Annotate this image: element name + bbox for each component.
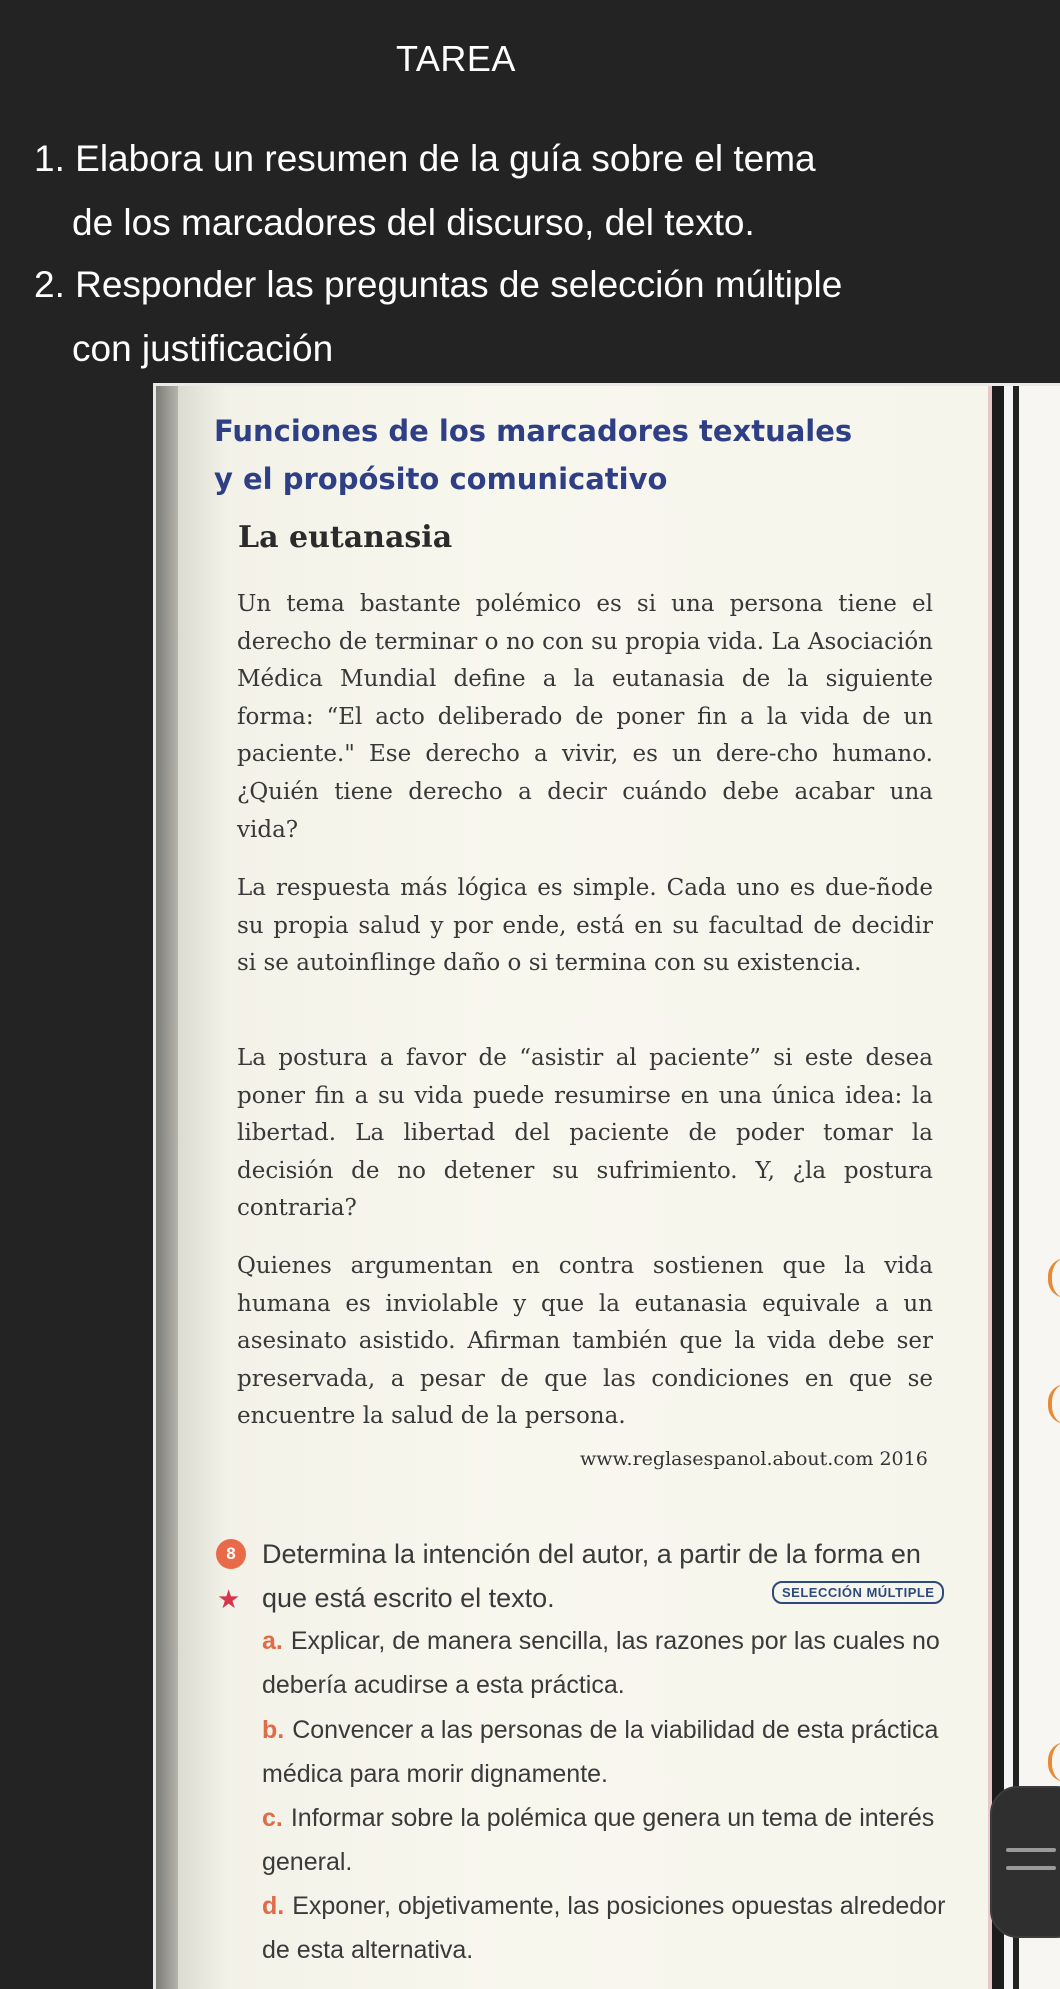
option-c [262, 1796, 952, 1884]
article-paragraph: La postura a favor de “asistir al paciente” si este desea poner fin a su vida puede resumirse en una única idea: la libertad. La libertad del paciente de poder tomar la decisión de no detener su sufrimiento. Y, ¿la postura contraria? [237, 1045, 933, 1222]
option-a [262, 1619, 952, 1707]
section-heading-line-1: Funciones de los marcadores textuales [214, 414, 853, 448]
section-heading-line-2: y el propósito comunicativo [214, 462, 668, 496]
task-item-2-line-2: con justificación [72, 328, 334, 369]
option-letter: a. [262, 1627, 283, 1655]
option-d [262, 1884, 952, 1972]
task-title: TAREA [396, 38, 516, 79]
task-header [0, 0, 1060, 384]
task-item-1-line-2: de los marcadores del discurso, del texto. [72, 202, 755, 243]
article-paragraph: Un tema bastante polémico es si una persona tiene el derecho de terminar o no con su propia vida. La Asociación Médica Mundial define a la eutanasia de la siguiente forma: “El acto deliberado de poner fin a la vida de un paciente." Ese derecho a vivir, es un dere-cho humano. ¿Quién tiene derecho a decir cuándo debe acabar una vida? [237, 591, 933, 843]
question-number-badge: 8 [216, 1539, 246, 1569]
scroll-handle[interactable] [990, 1786, 1060, 1938]
article-title: La eutanasia [238, 520, 453, 555]
article-paragraph: Quienes argumentan en contra sostienen que la vida humana es inviolable y que la eutanasia equivale a un asesinato asistido. Afirman también que la vida debe ser preservada, a pesar de que las condiciones en que se encuentre la salud de la persona. [237, 1253, 933, 1430]
star-icon: ★ [217, 1584, 241, 1614]
option-letter: c. [262, 1804, 283, 1832]
task-item-1-line-1: 1. Elabora un resumen de la guía sobre el tema [34, 138, 816, 179]
option-text: Exponer, objetivamente, las posiciones opuestas alrededor de esta alternativa. [262, 1892, 946, 1964]
handle-grip-line [1006, 1848, 1056, 1852]
article-source: www.reglasespanol.about.com 2016 [580, 1448, 928, 1470]
question-text: Determina la intención del autor, a partir de la forma en que está escrito el texto. [262, 1539, 921, 1613]
article-paragraph: La respuesta más lógica es simple. Cada uno es due-ñode su propia salud y por ende, está en su facultad de decidir si se autoinflinge daño o si termina con su existencia. [237, 875, 933, 977]
multiple-choice-badge: SELECCIÓN MÚLTIPLE [772, 1581, 944, 1604]
task-item-2-line-1: 2. Responder las preguntas de selección múltiple [34, 264, 843, 305]
option-b [262, 1708, 952, 1796]
handle-grip-line [1006, 1866, 1056, 1870]
book-spine-line [1004, 386, 1013, 1989]
option-text: Convencer a las personas de la viabilidad de esta práctica médica para morir dignamente. [262, 1716, 939, 1788]
option-text: Explicar, de manera sencilla, las razones por las cuales no debería acudirse a esta práctica. [262, 1627, 940, 1699]
option-letter: b. [262, 1716, 285, 1744]
option-letter: d. [262, 1892, 285, 1920]
option-text: Informar sobre la polémica que genera un tema de interés general. [262, 1804, 935, 1876]
book-spine [992, 386, 1004, 1989]
